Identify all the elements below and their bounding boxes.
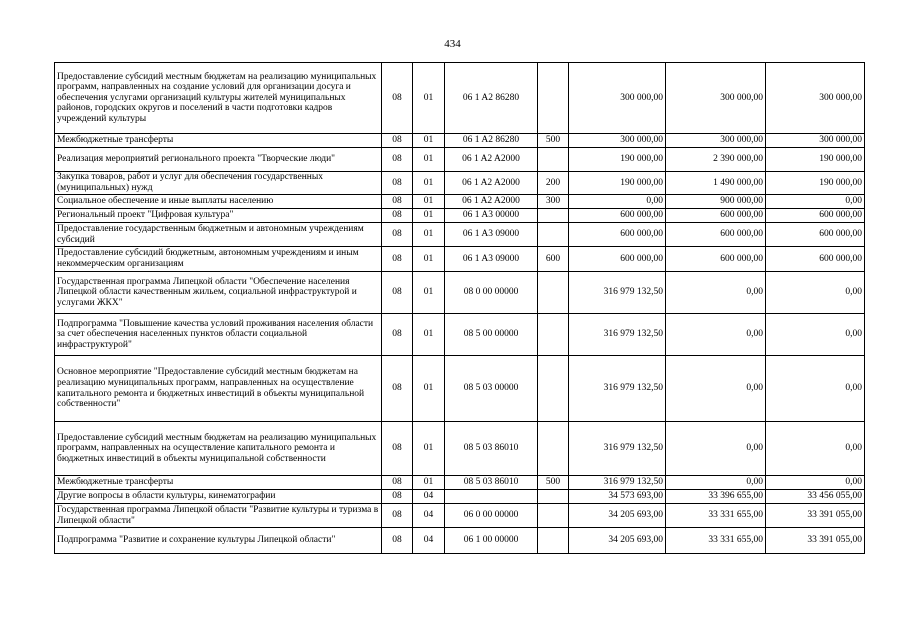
amount-year-1-cell: 34 205 693,00 xyxy=(569,504,666,528)
target-item-code-cell: 08 5 03 86010 xyxy=(445,422,538,476)
section-code-cell: 08 xyxy=(382,172,413,195)
expense-type-code-cell xyxy=(538,209,569,223)
section-code-cell: 08 xyxy=(382,504,413,528)
amount-year-1-cell: 190 000,00 xyxy=(569,172,666,195)
amount-year-3-cell: 0,00 xyxy=(766,356,865,422)
table-row xyxy=(55,134,865,148)
table-row xyxy=(55,314,865,356)
amount-year-3-cell: 0,00 xyxy=(766,195,865,209)
expense-type-code-cell xyxy=(538,223,569,247)
table-row xyxy=(55,172,865,195)
amount-year-3-cell: 600 000,00 xyxy=(766,223,865,247)
subsection-code-cell: 01 xyxy=(413,223,445,247)
expense-type-code-cell: 500 xyxy=(538,476,569,490)
section-code-cell: 08 xyxy=(382,272,413,314)
target-item-code-cell: 06 1 A2 86280 xyxy=(445,134,538,148)
amount-year-1-cell: 600 000,00 xyxy=(569,223,666,247)
target-item-code-cell xyxy=(445,490,538,504)
row-name-cell: Предоставление государственным бюджетным и автономным учреждениям субсидий xyxy=(55,223,382,247)
amount-year-1-cell: 316 979 132,50 xyxy=(569,314,666,356)
amount-year-2-cell: 300 000,00 xyxy=(666,63,766,134)
amount-year-2-cell: 0,00 xyxy=(666,422,766,476)
section-code-cell: 08 xyxy=(382,356,413,422)
amount-year-3-cell: 0,00 xyxy=(766,422,865,476)
subsection-code-cell: 01 xyxy=(413,148,445,172)
table-row xyxy=(55,490,865,504)
target-item-code-cell: 08 0 00 00000 xyxy=(445,272,538,314)
table-row xyxy=(55,504,865,528)
row-name-cell: Подпрограмма "Повышение качества условий проживания населения области за счет обеспечения населенных пунктов области социальной инфраструктурой" xyxy=(55,314,382,356)
row-name-cell: Предоставление субсидий бюджетным, автономным учреждениям и иным некоммерческим организациям xyxy=(55,247,382,272)
expense-type-code-cell xyxy=(538,504,569,528)
table-row xyxy=(55,195,865,209)
row-name-cell: Межбюджетные трансферты xyxy=(55,476,382,490)
amount-year-2-cell: 0,00 xyxy=(666,356,766,422)
expense-type-code-cell xyxy=(538,148,569,172)
amount-year-3-cell: 300 000,00 xyxy=(766,63,865,134)
row-name-cell: Подпрограмма "Развитие и сохранение культуры Липецкой области" xyxy=(55,528,382,554)
row-name-cell: Реализация мероприятий регионального проекта "Творческие люди" xyxy=(55,148,382,172)
amount-year-2-cell: 33 331 655,00 xyxy=(666,528,766,554)
table-row xyxy=(55,63,865,134)
section-code-cell: 08 xyxy=(382,490,413,504)
target-item-code-cell: 06 1 A3 00000 xyxy=(445,209,538,223)
amount-year-2-cell: 33 396 655,00 xyxy=(666,490,766,504)
amount-year-3-cell: 33 391 055,00 xyxy=(766,504,865,528)
target-item-code-cell: 06 1 A2 A2000 xyxy=(445,172,538,195)
expense-type-code-cell xyxy=(538,490,569,504)
amount-year-1-cell: 600 000,00 xyxy=(569,247,666,272)
target-item-code-cell: 06 1 A2 A2000 xyxy=(445,195,538,209)
target-item-code-cell: 06 1 A2 A2000 xyxy=(445,148,538,172)
amount-year-3-cell: 33 391 055,00 xyxy=(766,528,865,554)
amount-year-1-cell: 600 000,00 xyxy=(569,209,666,223)
subsection-code-cell: 01 xyxy=(413,422,445,476)
expense-type-code-cell xyxy=(538,422,569,476)
expense-type-code-cell xyxy=(538,528,569,554)
expense-type-code-cell xyxy=(538,272,569,314)
amount-year-1-cell: 316 979 132,50 xyxy=(569,356,666,422)
amount-year-1-cell: 316 979 132,50 xyxy=(569,422,666,476)
expense-type-code-cell xyxy=(538,356,569,422)
subsection-code-cell: 01 xyxy=(413,134,445,148)
target-item-code-cell: 06 1 A2 86280 xyxy=(445,63,538,134)
section-code-cell: 08 xyxy=(382,195,413,209)
subsection-code-cell: 01 xyxy=(413,314,445,356)
amount-year-1-cell: 0,00 xyxy=(569,195,666,209)
amount-year-3-cell: 600 000,00 xyxy=(766,247,865,272)
row-name-cell: Социальное обеспечение и иные выплаты населению xyxy=(55,195,382,209)
amount-year-1-cell: 316 979 132,50 xyxy=(569,476,666,490)
table-row xyxy=(55,247,865,272)
table-row xyxy=(55,528,865,554)
row-name-cell: Закупка товаров, работ и услуг для обеспечения государственных (муниципальных) нужд xyxy=(55,172,382,195)
target-item-code-cell: 06 1 A3 09000 xyxy=(445,247,538,272)
amount-year-3-cell: 0,00 xyxy=(766,272,865,314)
target-item-code-cell: 06 1 00 00000 xyxy=(445,528,538,554)
amount-year-2-cell: 600 000,00 xyxy=(666,209,766,223)
target-item-code-cell: 08 5 03 00000 xyxy=(445,356,538,422)
section-code-cell: 08 xyxy=(382,223,413,247)
section-code-cell: 08 xyxy=(382,247,413,272)
table-row xyxy=(55,356,865,422)
row-name-cell: Региональный проект "Цифровая культура" xyxy=(55,209,382,223)
table-row xyxy=(55,148,865,172)
target-item-code-cell: 08 5 00 00000 xyxy=(445,314,538,356)
expense-type-code-cell xyxy=(538,63,569,134)
table-row xyxy=(55,209,865,223)
amount-year-2-cell: 0,00 xyxy=(666,476,766,490)
section-code-cell: 08 xyxy=(382,528,413,554)
page-number: 434 xyxy=(444,38,461,50)
amount-year-3-cell: 190 000,00 xyxy=(766,148,865,172)
subsection-code-cell: 01 xyxy=(413,476,445,490)
amount-year-2-cell: 33 331 655,00 xyxy=(666,504,766,528)
amount-year-1-cell: 300 000,00 xyxy=(569,134,666,148)
subsection-code-cell: 01 xyxy=(413,172,445,195)
subsection-code-cell: 01 xyxy=(413,272,445,314)
subsection-code-cell: 01 xyxy=(413,63,445,134)
section-code-cell: 08 xyxy=(382,209,413,223)
amount-year-3-cell: 33 456 055,00 xyxy=(766,490,865,504)
budget-table-body xyxy=(55,63,865,554)
amount-year-2-cell: 0,00 xyxy=(666,314,766,356)
amount-year-1-cell: 300 000,00 xyxy=(569,63,666,134)
amount-year-1-cell: 34 573 693,00 xyxy=(569,490,666,504)
expense-type-code-cell: 200 xyxy=(538,172,569,195)
target-item-code-cell: 06 1 A3 09000 xyxy=(445,223,538,247)
section-code-cell: 08 xyxy=(382,63,413,134)
target-item-code-cell: 06 0 00 00000 xyxy=(445,504,538,528)
target-item-code-cell: 08 5 03 86010 xyxy=(445,476,538,490)
amount-year-2-cell: 1 490 000,00 xyxy=(666,172,766,195)
row-name-cell: Государственная программа Липецкой области "Обеспечение населения Липецкой области качественным жильем, социальной инфраструктурой и услугами ЖКХ" xyxy=(55,272,382,314)
amount-year-2-cell: 900 000,00 xyxy=(666,195,766,209)
row-name-cell: Основное мероприятие "Предоставление субсидий местным бюджетам на реализацию муниципальных программ, направленных на осуществление капитального ремонта и бюджетных инвестиций в объекты муниципальной собственности" xyxy=(55,356,382,422)
section-code-cell: 08 xyxy=(382,422,413,476)
row-name-cell: Межбюджетные трансферты xyxy=(55,134,382,148)
amount-year-3-cell: 0,00 xyxy=(766,476,865,490)
budget-table xyxy=(54,62,865,554)
row-name-cell: Государственная программа Липецкой области "Развитие культуры и туризма в Липецкой области" xyxy=(55,504,382,528)
amount-year-3-cell: 300 000,00 xyxy=(766,134,865,148)
subsection-code-cell: 01 xyxy=(413,195,445,209)
amount-year-1-cell: 190 000,00 xyxy=(569,148,666,172)
table-row xyxy=(55,272,865,314)
amount-year-1-cell: 34 205 693,00 xyxy=(569,528,666,554)
amount-year-3-cell: 600 000,00 xyxy=(766,209,865,223)
amount-year-2-cell: 2 390 000,00 xyxy=(666,148,766,172)
section-code-cell: 08 xyxy=(382,148,413,172)
amount-year-2-cell: 600 000,00 xyxy=(666,247,766,272)
section-code-cell: 08 xyxy=(382,134,413,148)
table-row xyxy=(55,476,865,490)
subsection-code-cell: 04 xyxy=(413,528,445,554)
amount-year-3-cell: 0,00 xyxy=(766,314,865,356)
row-name-cell: Предоставление субсидий местным бюджетам на реализацию муниципальных программ, направленных на осуществление капитального ремонта и бюджетных инвестиций в объекты муниципальной собственности xyxy=(55,422,382,476)
table-row xyxy=(55,223,865,247)
subsection-code-cell: 01 xyxy=(413,356,445,422)
section-code-cell: 08 xyxy=(382,476,413,490)
row-name-cell: Другие вопросы в области культуры, кинематографии xyxy=(55,490,382,504)
expense-type-code-cell: 500 xyxy=(538,134,569,148)
amount-year-2-cell: 600 000,00 xyxy=(666,223,766,247)
expense-type-code-cell: 300 xyxy=(538,195,569,209)
expense-type-code-cell xyxy=(538,314,569,356)
amount-year-2-cell: 300 000,00 xyxy=(666,134,766,148)
table-row xyxy=(55,422,865,476)
section-code-cell: 08 xyxy=(382,314,413,356)
amount-year-1-cell: 316 979 132,50 xyxy=(569,272,666,314)
amount-year-2-cell: 0,00 xyxy=(666,272,766,314)
amount-year-3-cell: 190 000,00 xyxy=(766,172,865,195)
expense-type-code-cell: 600 xyxy=(538,247,569,272)
row-name-cell: Предоставление субсидий местным бюджетам на реализацию муниципальных программ, направленных на создание условий для организации досуга и обеспечения услугами организаций культуры жителей муниципальных районов, городских округов и поселений в части подготовки кадров учреждений культуры xyxy=(55,63,382,134)
subsection-code-cell: 01 xyxy=(413,247,445,272)
subsection-code-cell: 04 xyxy=(413,490,445,504)
subsection-code-cell: 01 xyxy=(413,209,445,223)
subsection-code-cell: 04 xyxy=(413,504,445,528)
